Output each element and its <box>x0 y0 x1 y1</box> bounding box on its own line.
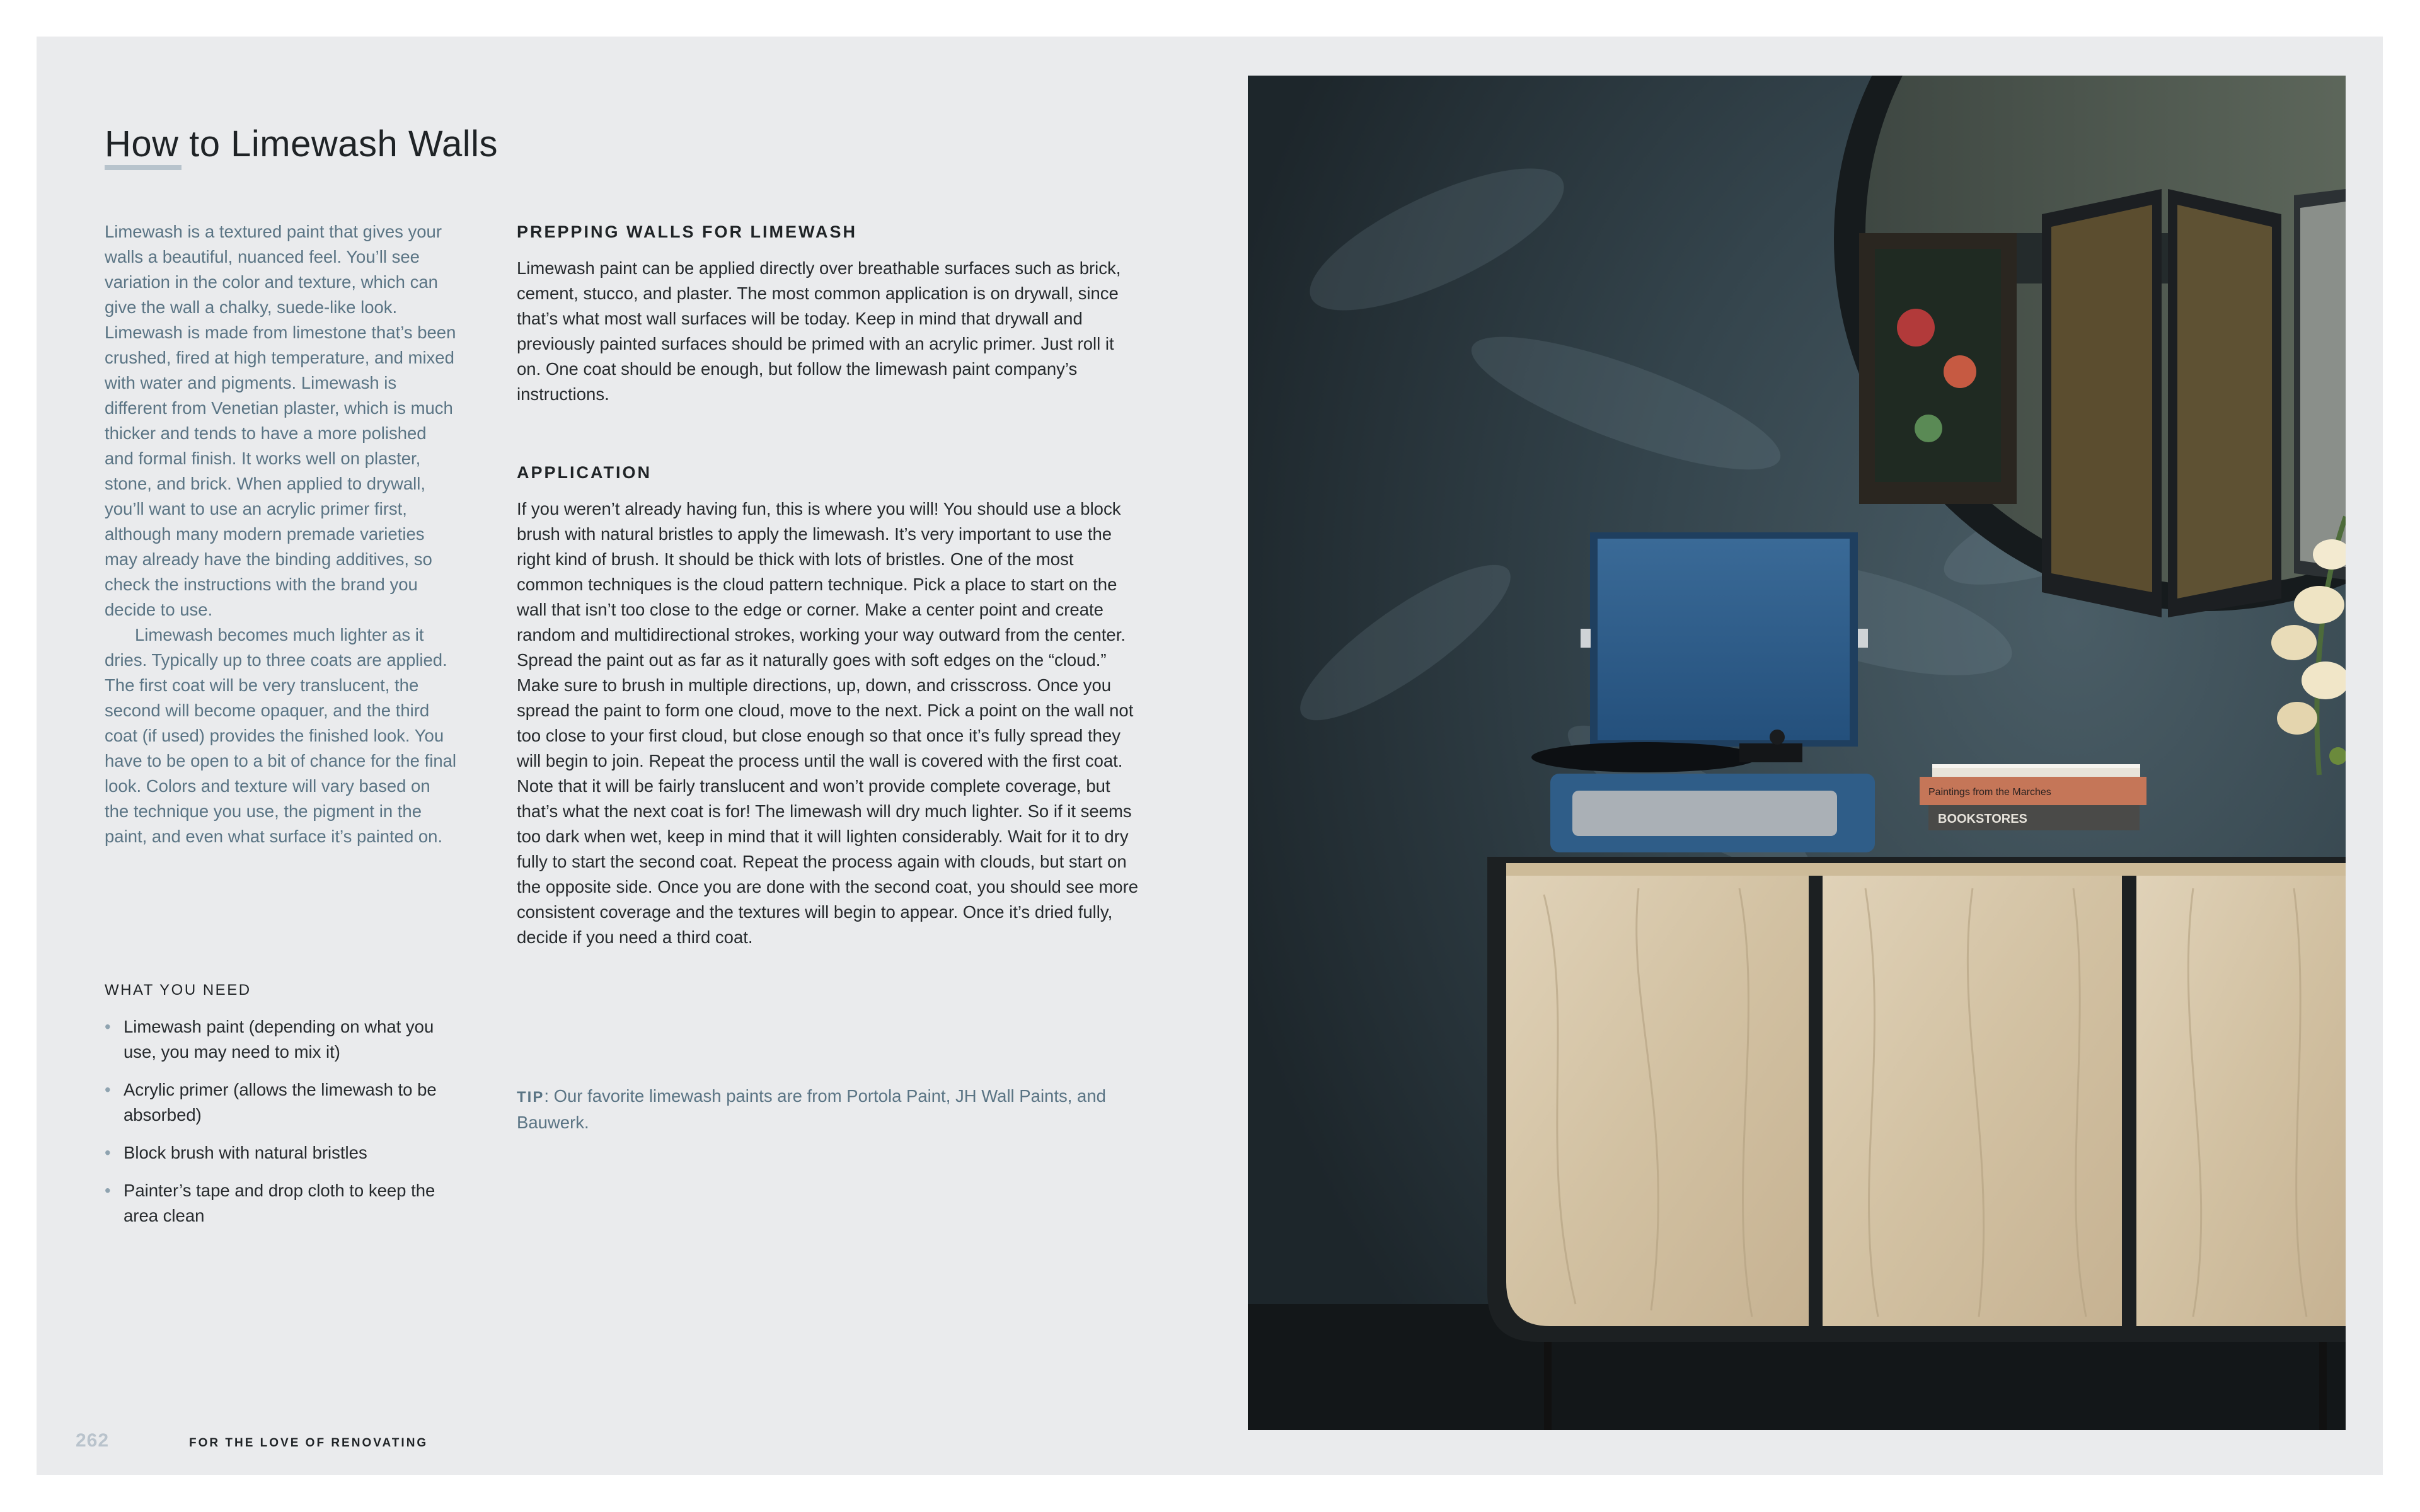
prepping-section <box>517 219 1141 407</box>
bullet-icon: • <box>105 1181 111 1200</box>
bullet-icon: • <box>105 1080 111 1099</box>
interior-photo <box>1248 76 2346 1430</box>
list-item: • Limewash paint (depending on what you use, you may need to mix it) <box>105 1014 445 1065</box>
prepping-heading: PREPPING WALLS FOR LIMEWASH <box>517 222 858 241</box>
page-title: How to Limewash Walls <box>105 123 498 164</box>
book-spine-bookstores: BOOKSTORES <box>1938 812 2027 826</box>
prepping-body: Limewash paint can be applied directly over breathable surfaces such as brick, cement, stucco, and plaster. The most common application is on drywall, since that’s what most wall surfaces will be today. Keep in mind that drywall and previously painted surfaces should be primed with an acrylic primer. Just roll it on. One coat should be enough, but follow the limewash paint company’s instructions. <box>517 258 1121 404</box>
tip-text: : Our favorite limewash paints are from Portola Paint, JH Wall Paints, and Bauwerk. <box>517 1086 1106 1132</box>
list-item: • Painter’s tape and drop cloth to keep the area clean <box>105 1178 445 1228</box>
list-item: • Block brush with natural bristles <box>105 1140 445 1166</box>
title-rule <box>105 165 182 170</box>
application-body: If you weren’t already having fun, this is where you will! You should use a block brush with natural bristles to apply the limewash. It’s very important to use the right kind of brush. It should be thick with lots of bristles. One of the most common techniques is the cloud pattern technique. Pick a place to start on the wall that isn’t too close to the edge or corner. Make a center point and create random and multidirectional strokes, working your way outward from the center. Spread the paint out as far as it naturally goes with soft edges on the “cloud.” Make sure to brush in multiple directions, up, down, and crisscross. Once you spread the paint to form one cloud, move to the next. Pick a point on the wall not too close to your first cloud, but close enough so that once it’s fully spread they will begin to join. Repeat the process until the wall is covered with the first coat. Note that it will be fairly translucent and won’t provide complete coverage, but that’s what the next coat is for! The limewash will dry much lighter. So if it seems too dark when wet, keep in mind that it will lighten considerably. Wait for it to dry fully to start the second coat. Repeat the process again with clouds, but start on the opposite side. Once you are done with the second coat, you should see more consistent coverage and the textures will begin to appear. Once it’s dried fully, decide if you need a third coat. <box>517 499 1139 947</box>
what-you-need-heading: WHAT YOU NEED <box>105 982 251 999</box>
intro-paragraph-2: Limewash becomes much lighter as it dries. Typically up to three coats are applied. The first coat will be very translucent, the second will become opaquer, and the third coat (if used) provides the finished look. You have to be open to a bit of chance for the final look. Colors and texture will vary based on the technique you use, the pigment in the paint, and even what surface it’s painted on. <box>105 625 457 846</box>
cabinet-door-right <box>2136 876 2346 1326</box>
bullet-icon: • <box>105 1143 111 1162</box>
book-stack <box>1920 764 2146 830</box>
list-item: • Acrylic primer (allows the limewash to be absorbed) <box>105 1077 445 1128</box>
tip-label: TIP <box>517 1089 544 1106</box>
book-spread <box>37 37 2383 1475</box>
page-number: 262 <box>76 1430 110 1451</box>
tip-note <box>517 1084 1122 1135</box>
application-section <box>517 460 1141 950</box>
vinyl-record <box>1531 742 1758 772</box>
bullet-icon: • <box>105 1017 111 1036</box>
running-footer: FOR THE LOVE OF RENOVATING <box>189 1436 429 1450</box>
cabinet-door-left <box>1506 876 1809 1326</box>
application-heading: APPLICATION <box>517 463 652 482</box>
intro-paragraph-1: Limewash is a textured paint that gives your walls a beautiful, nuanced feel. You’ll see variation in the color and texture, which can give the wall a chalky, suede-like look. Limewash is made from limestone that’s been crushed, fired at high temperature, and mixed with water and pigments. Limewash is different from Venetian plaster, which is much thicker and tends to have a more polished and formal finish. It works well on plaster, stone, and brick. When applied to drywall, you’ll want to use an acrylic primer first, although many modern premade varieties may already have the binding additives, so check the instructions with the brand you decide to use. <box>105 222 456 619</box>
book-spine-paintings: Paintings from the Marches <box>1928 787 2051 798</box>
intro-text <box>105 219 458 849</box>
photo-illustration <box>1248 76 2346 1430</box>
what-you-need-list <box>105 1014 445 1241</box>
